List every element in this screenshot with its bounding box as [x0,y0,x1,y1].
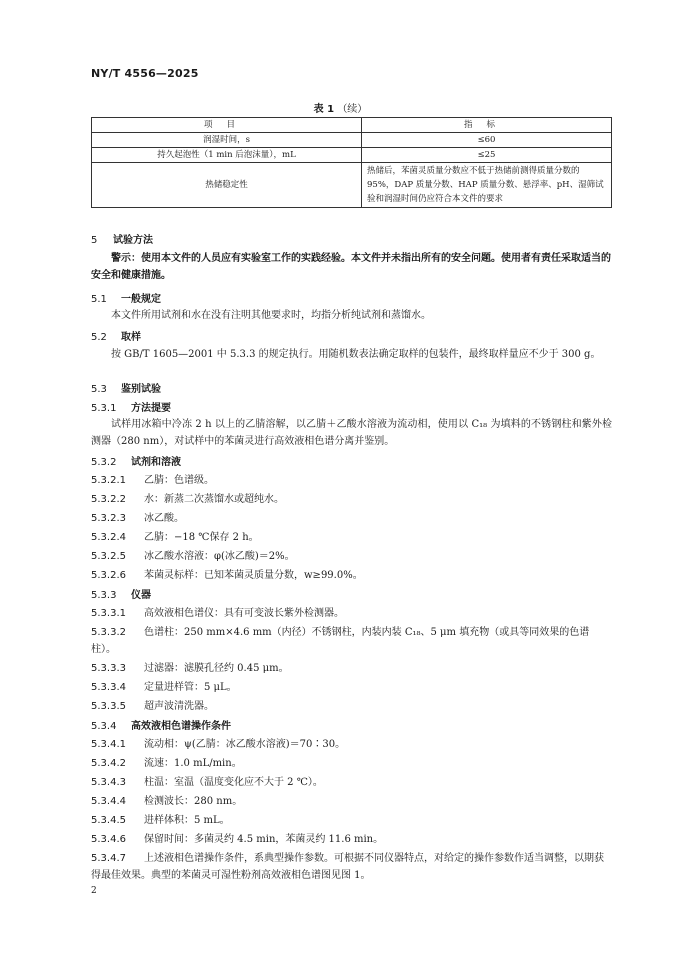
standard-code: NY/T 4556—2025 [91,67,199,80]
item-text: 高效液相色谱仪：具有可变波长紫外检测器。 [144,608,344,619]
item-text: 水：新蒸二次蒸馏水或超纯水。 [144,494,284,505]
table-row [92,148,612,163]
list-item [91,548,612,565]
item-text: 过滤器：滤膜孔径约 0.45 μm。 [144,663,289,674]
table-row [92,133,612,148]
section-title: 取样 [121,332,141,343]
table-header-row [92,118,612,133]
list-item [91,831,612,848]
list-item [91,736,612,753]
item-text: 苯菌灵标样：已知苯菌灵质量分数，w≥99.0%。 [144,570,363,581]
section-5-1-heading [91,290,161,305]
section-number: 5.1 [91,294,107,305]
section-number: 5 [91,235,98,246]
list-item [91,698,612,715]
item-text: 上述液相色谱操作条件，系典型操作参数。可根据不同仪器特点，对给定的操作参数作适当调整，以期获得最佳效果。典型的苯菌灵可湿性粉剂高效液相色谱图见图 1。 [91,853,604,881]
item-number: 5.3.4.7 [91,853,126,864]
page-number: 2 [91,886,97,896]
section-5-3-4-heading [91,717,231,732]
list-item [91,472,612,489]
list-item [91,491,612,508]
item-text: 保留时间：多菌灵约 4.5 min，苯菌灵约 11.6 min。 [144,834,384,845]
item-text: 流动相：ψ(乙腈：冰乙酸水溶液)＝70∶30。 [144,739,346,750]
section-number: 5.2 [91,332,107,343]
item-text: 定量进样管：5 μL。 [144,682,237,693]
list-item [91,567,612,584]
item-number: 5.3.2.2 [91,494,126,505]
item-number: 5.3.2.1 [91,475,126,486]
section-5-3-1-text: 试样用冰箱中冷冻 2 h 以上的乙腈溶解，以乙腈＋乙酸水溶液为流动相，使用以 C₁₈ 为填料的不锈钢柱和紫外检测器（280 nm），对试样中的苯菌灵进行高效液相色谱分离并鉴别。 [91,419,612,447]
table-cell: 持久起泡性（1 min 后泡沫量），mL [92,148,362,163]
list-item [91,793,612,810]
item-text: 冰乙酸水溶液：φ(冰乙酸)＝2%。 [144,551,295,562]
table-cell: 热储稳定性 [92,163,362,208]
item-text: 检测波长：280 nm。 [144,796,243,807]
item-number: 5.3.2.4 [91,532,126,543]
table-header-index: 指标 [362,118,612,133]
section-5-3-heading [91,380,161,395]
item-number: 5.3.4.6 [91,834,126,845]
list-item [91,774,612,791]
item-number: 5.3.3.3 [91,663,126,674]
section-number: 5.3.3 [91,590,117,601]
item-number: 5.3.3.5 [91,701,126,712]
table-row [92,163,612,208]
section-title: 方法提要 [131,403,171,414]
item-text: 色谱柱：250 mm×4.6 mm（内径）不锈钢柱，内装内装 C₁₈、5 μm 填充物（或具等同效果的色谱柱）。 [91,627,590,655]
list-item [91,510,612,527]
spec-table [91,117,612,208]
section-number: 5.3.4 [91,721,117,732]
table-cell: 热储后，苯菌灵质量分数应不低于热储前测得质量分数的 95%，DAP 质量分数、HAP 质量分数、悬浮率、pH、湿筛试验和润湿时间仍应符合本文件的要求 [362,163,612,208]
item-text: 冰乙酸。 [144,513,184,524]
table-cell: 润湿时间，s [92,133,362,148]
list-item [91,850,612,884]
list-item [91,529,612,546]
list-item [91,605,612,622]
section-title: 一般规定 [121,294,161,305]
list-item [91,624,612,658]
section-number: 5.3.1 [91,403,117,414]
item-number: 5.3.4.3 [91,777,126,788]
item-text: 乙腈：−18 ℃保存 2 h。 [144,532,259,543]
section-5-2-heading [91,328,141,343]
item-number: 5.3.4.1 [91,739,126,750]
section-5-3-2-heading [91,453,181,468]
item-number: 5.3.4.2 [91,758,126,769]
table-cell: ≤25 [362,148,612,163]
table-caption-continued: （续） [337,104,368,115]
item-number: 5.3.2.5 [91,551,126,562]
section-title: 试验方法 [113,235,153,246]
item-text: 流速：1.0 mL/min。 [144,758,242,769]
section-title: 仪器 [131,590,151,601]
table-caption-number: 表 1 [313,104,335,115]
item-number: 5.3.2.6 [91,570,126,581]
item-number: 5.3.4.4 [91,796,126,807]
item-number: 5.3.3.1 [91,608,126,619]
warning-paragraph: 警示：使用本文件的人员应有实验室工作的实践经验。本文件并未指出所有的安全问题。使用者有责任采取适当的安全和健康措施。 [91,253,611,281]
item-text: 超声波清洗器。 [144,701,214,712]
item-number: 5.3.3.2 [91,627,126,638]
item-number: 5.3.4.5 [91,815,126,826]
item-text: 柱温：室温（温度变化应不大于 2 ℃）。 [144,777,323,788]
section-5-2-text: 按 GB/T 1605—2001 中 5.3.3 的规定执行。用随机数表法确定取样的包装件，最终取样量应不少于 300 g。 [111,349,601,360]
list-item [91,660,612,677]
item-number: 5.3.3.4 [91,682,126,693]
section-title: 高效液相色谱操作条件 [131,721,231,732]
section-number: 5.3.2 [91,457,117,468]
list-item [91,679,612,696]
table-header-item: 项目 [92,118,362,133]
section-5-heading [91,231,153,246]
section-5-3-1-heading [91,399,171,414]
section-title: 试剂和溶液 [131,457,181,468]
item-text: 乙腈：色谱级。 [144,475,214,486]
table-cell: ≤60 [362,133,612,148]
section-5-1-text: 本文件所用试剂和水在没有注明其他要求时，均指分析纯试剂和蒸馏水。 [111,310,431,321]
section-title: 鉴别试验 [121,384,161,395]
item-number: 5.3.2.3 [91,513,126,524]
list-item [91,755,612,772]
list-item [91,812,612,829]
section-5-3-3-heading [91,586,151,601]
table-caption [0,100,681,115]
section-number: 5.3 [91,384,107,395]
item-text: 进样体积：5 mL。 [144,815,230,826]
